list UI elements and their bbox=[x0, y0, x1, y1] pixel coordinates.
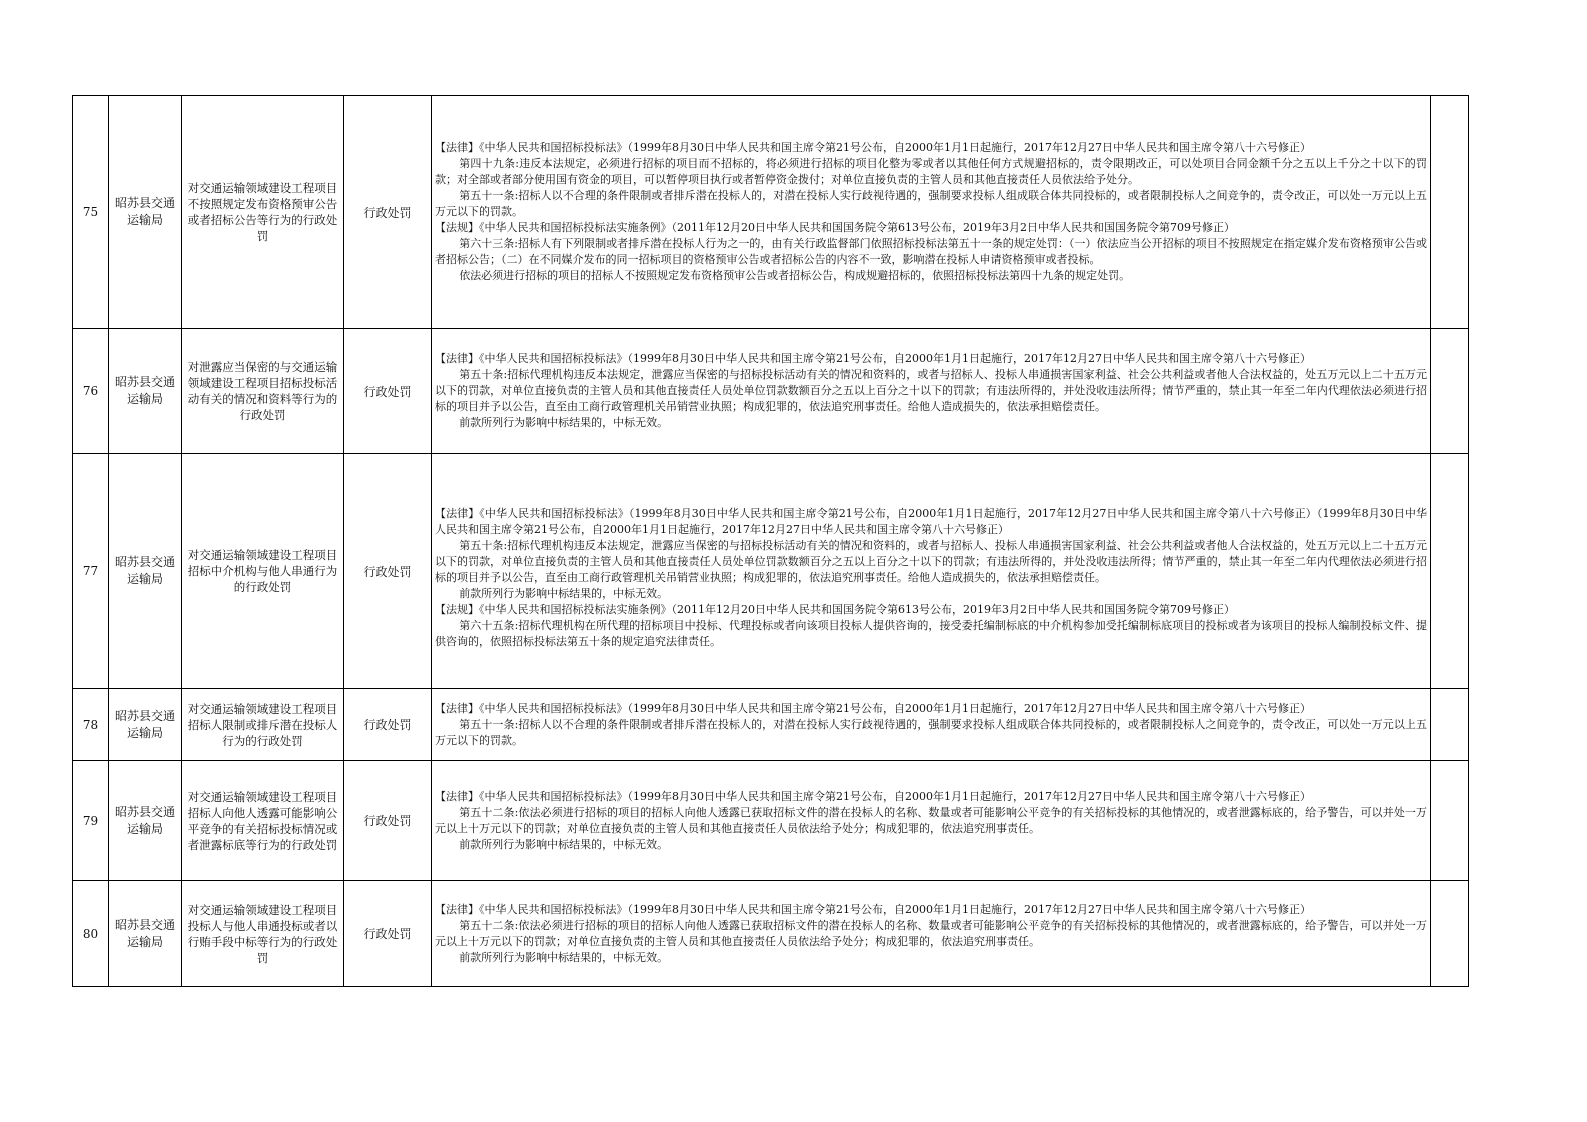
legal-basis-paragraph: 【法规】《中华人民共和国招标投标法实施条例》（2011年12月20日中华人民共和国国务院令第613号公布，2019年3月2日中华人民共和国国务院令第709号修正） bbox=[435, 221, 1235, 234]
legal-basis-paragraph: 第五十条:招标代理机构违反本法规定，泄露应当保密的与招标投标活动有关的情况和资料的，或者与招标人、投标人串通损害国家利益、社会公共利益或者他人合法权益的，处五万元以上二十五万元以下的罚款，对单位直接负责的主管人员和其他直接责任人员处单位罚款数额百分之五以上百分之十以下的罚款；有违法所得的，并处没收违法所得；情节严重的，禁止其一年至二年内代理依法必须进行招标的项目并予以公告，直至由工商行政管理机关吊销营业执照；构成犯罪的，依法追究刑事责任。给他人造成损失的，依法承担赔偿责任。 bbox=[435, 538, 1427, 584]
legal-basis-paragraph: 前款所列行为影响中标结果的，中标无效。 bbox=[459, 416, 669, 429]
legal-basis bbox=[432, 761, 1431, 881]
penalty-type: 行政处罚 bbox=[344, 96, 432, 329]
table-row bbox=[73, 761, 1469, 881]
penalty-item-name: 对交通运输领域建设工程项目招标人向他人透露可能影响公平竞争的有关招标投标情况或者泄露标底等行为的行政处罚 bbox=[182, 761, 344, 881]
remark-cell bbox=[1431, 689, 1469, 761]
legal-basis-paragraph: 【法律】《中华人民共和国招标投标法》（1999年8月30日中华人民共和国主席令第21号公布，自2000年1月1日起施行，2017年12月27日中华人民共和国主席令第八十六号修正） bbox=[435, 789, 1311, 803]
legal-basis-paragraph: 【法规】《中华人民共和国招标投标法实施条例》（2011年12月20日中华人民共和国国务院令第613号公布，2019年3月2日中华人民共和国国务院令第709号修正） bbox=[435, 602, 1235, 616]
penalty-type: 行政处罚 bbox=[344, 689, 432, 761]
department-name: 昭苏县交通运输局 bbox=[109, 96, 182, 329]
department-name: 昭苏县交通运输局 bbox=[109, 761, 182, 881]
table-body bbox=[73, 96, 1469, 987]
row-number: 77 bbox=[73, 454, 109, 689]
penalty-item-name: 对泄露应当保密的与交通运输领域建设工程项目招标投标活动有关的情况和资料等行为的行政处罚 bbox=[182, 329, 344, 454]
penalty-item-name: 对交通运输领域建设工程项目不按照规定发布资格预审公告或者招标公告等行为的行政处罚 bbox=[182, 96, 344, 329]
penalty-item-name: 对交通运输领域建设工程项目投标人与他人串通投标或者以行贿手段中标等行为的行政处罚 bbox=[182, 881, 344, 987]
table-row bbox=[73, 881, 1469, 987]
penalty-type: 行政处罚 bbox=[344, 329, 432, 454]
legal-basis-paragraph: 第六十五条:招标代理机构在所代理的招标项目中投标、代理投标或者向该项目投标人提供咨询的，接受委托编制标底的中介机构参加受托编制标底项目的投标或者为该项目的投标人编制投标文件、提供咨询的，依照招标投标法第五十条的规定追究法律责任。 bbox=[435, 618, 1427, 648]
row-number: 75 bbox=[73, 96, 109, 329]
penalty-table bbox=[72, 95, 1469, 987]
table-row bbox=[73, 329, 1469, 454]
legal-basis-paragraph: 第五十二条:依法必须进行招标的项目的招标人向他人透露已获取招标文件的潜在投标人的名称、数量或者可能影响公平竞争的有关招标投标的其他情况的，或者泄露标底的，给予警告，可以并处一万元以上十万元以下的罚款；对单位直接负责的主管人员和其他直接责任人员依法给予处分；构成犯罪的，依法追究刑事责任。 bbox=[435, 805, 1427, 835]
table-row bbox=[73, 689, 1469, 761]
penalty-type: 行政处罚 bbox=[344, 454, 432, 689]
penalty-type: 行政处罚 bbox=[344, 761, 432, 881]
legal-basis-paragraph: 第五十条:招标代理机构违反本法规定，泄露应当保密的与招标投标活动有关的情况和资料的，或者与招标人、投标人串通损害国家利益、社会公共利益或者他人合法权益的，处五万元以上二十五万元以下的罚款，对单位直接负责的主管人员和其他直接责任人员处单位罚款数额百分之五以上百分之十以下的罚款；有违法所得的，并处没收违法所得；情节严重的，禁止其一年至二年内代理依法必须进行招标的项目并予以公告，直至由工商行政管理机关吊销营业执照；构成犯罪的，依法追究刑事责任。给他人造成损失的，依法承担赔偿责任。 bbox=[435, 368, 1427, 413]
legal-basis-paragraph: 【法律】《中华人民共和国招标投标法》（1999年8月30日中华人民共和国主席令第21号公布，自2000年1月1日起施行，2017年12月27日中华人民共和国主席令第八十六号修正） bbox=[435, 141, 1311, 154]
penalty-item-name: 对交通运输领域建设工程项目招标人限制或排斥潜在投标人行为的行政处罚 bbox=[182, 689, 344, 761]
legal-basis-paragraph: 【法律】《中华人民共和国招标投标法》（1999年8月30日中华人民共和国主席令第21号公布，自2000年1月1日起施行，2017年12月27日中华人民共和国主席令第八十六号修正）（1999年8月30日中华人民共和国主席令第21号公布，自2000年1月1日起施行，2017年12月27日中华人民共和国主席令第八十六号修正） bbox=[435, 506, 1427, 536]
remark-cell bbox=[1431, 761, 1469, 881]
remark-cell bbox=[1431, 329, 1469, 454]
remark-cell bbox=[1431, 96, 1469, 329]
department-name: 昭苏县交通运输局 bbox=[109, 329, 182, 454]
legal-basis-paragraph: 第五十一条:招标人以不合理的条件限制或者排斥潜在投标人的，对潜在投标人实行歧视待遇的，强制要求投标人组成联合体共同投标的，或者限制投标人之间竞争的，责令改正，可以处一万元以上五万元以下的罚款。 bbox=[435, 189, 1427, 218]
legal-basis-paragraph: 【法律】《中华人民共和国招标投标法》（1999年8月30日中华人民共和国主席令第21号公布，自2000年1月1日起施行，2017年12月27日中华人民共和国主席令第八十六号修正） bbox=[435, 352, 1311, 365]
penalty-type: 行政处罚 bbox=[344, 881, 432, 987]
table-row bbox=[73, 96, 1469, 329]
legal-basis-paragraph: 【法律】《中华人民共和国招标投标法》（1999年8月30日中华人民共和国主席令第21号公布，自2000年1月1日起施行，2017年12月27日中华人民共和国主席令第八十六号修正） bbox=[435, 902, 1311, 916]
legal-basis-paragraph: 前款所列行为影响中标结果的，中标无效。 bbox=[459, 837, 669, 851]
department-name: 昭苏县交通运输局 bbox=[109, 454, 182, 689]
legal-basis-paragraph: 第五十二条:依法必须进行招标的项目的招标人向他人透露已获取招标文件的潜在投标人的名称、数量或者可能影响公平竞争的有关招标投标的其他情况的，或者泄露标底的，给予警告，可以并处一万元以上十万元以下的罚款；对单位直接负责的主管人员和其他直接责任人员依法给予处分；构成犯罪的，依法追究刑事责任。 bbox=[435, 918, 1427, 948]
legal-basis-paragraph: 前款所列行为影响中标结果的，中标无效。 bbox=[459, 586, 669, 600]
legal-basis bbox=[432, 881, 1431, 987]
legal-basis bbox=[432, 329, 1431, 454]
penalty-item-name: 对交通运输领域建设工程项目招标中介机构与他人串通行为的行政处罚 bbox=[182, 454, 344, 689]
legal-basis-paragraph: 前款所列行为影响中标结果的，中标无效。 bbox=[459, 950, 669, 964]
row-number: 76 bbox=[73, 329, 109, 454]
table-row bbox=[73, 454, 1469, 689]
row-number: 78 bbox=[73, 689, 109, 761]
legal-basis-paragraph: 第四十九条:违反本法规定，必须进行招标的项目而不招标的，将必须进行招标的项目化整为零或者以其他任何方式规避招标的，责令限期改正，可以处项目合同金额千分之五以上千分之十以下的罚款；对全部或者部分使用国有资金的项目，可以暂停项目执行或者暂停资金拨付；对单位直接负责的主管人员和其他直接责任人员依法给予处分。 bbox=[435, 157, 1427, 186]
legal-basis bbox=[432, 454, 1431, 689]
legal-basis bbox=[432, 689, 1431, 761]
legal-basis-paragraph: 第五十一条:招标人以不合理的条件限制或者排斥潜在投标人的，对潜在投标人实行歧视待遇的，强制要求投标人组成联合体共同投标的，或者限制投标人之间竞争的，责令改正，可以处一万元以上五万元以下的罚款。 bbox=[435, 717, 1427, 747]
legal-basis-paragraph: 第六十三条:招标人有下列限制或者排斥潜在投标人行为之一的，由有关行政监督部门依照招标投标法第五十一条的规定处罚：（一）依法应当公开招标的项目不按照规定在指定媒介发布资格预审公告或者招标公告；（二）在不同媒介发布的同一招标项目的资格预审公告或者招标公告的内容不一致，影响潜在投标人申请资格预审或者投标。 bbox=[435, 237, 1427, 266]
legal-basis-paragraph: 【法律】《中华人民共和国招标投标法》（1999年8月30日中华人民共和国主席令第21号公布，自2000年1月1日起施行，2017年12月27日中华人民共和国主席令第八十六号修正） bbox=[435, 701, 1311, 715]
legal-basis-paragraph: 依法必须进行招标的项目的招标人不按照规定发布资格预审公告或者招标公告，构成规避招标的，依照招标投标法第四十九条的规定处罚。 bbox=[459, 269, 1131, 282]
row-number: 79 bbox=[73, 761, 109, 881]
row-number: 80 bbox=[73, 881, 109, 987]
department-name: 昭苏县交通运输局 bbox=[109, 881, 182, 987]
remark-cell bbox=[1431, 454, 1469, 689]
department-name: 昭苏县交通运输局 bbox=[109, 689, 182, 761]
remark-cell bbox=[1431, 881, 1469, 987]
legal-basis bbox=[432, 96, 1431, 329]
